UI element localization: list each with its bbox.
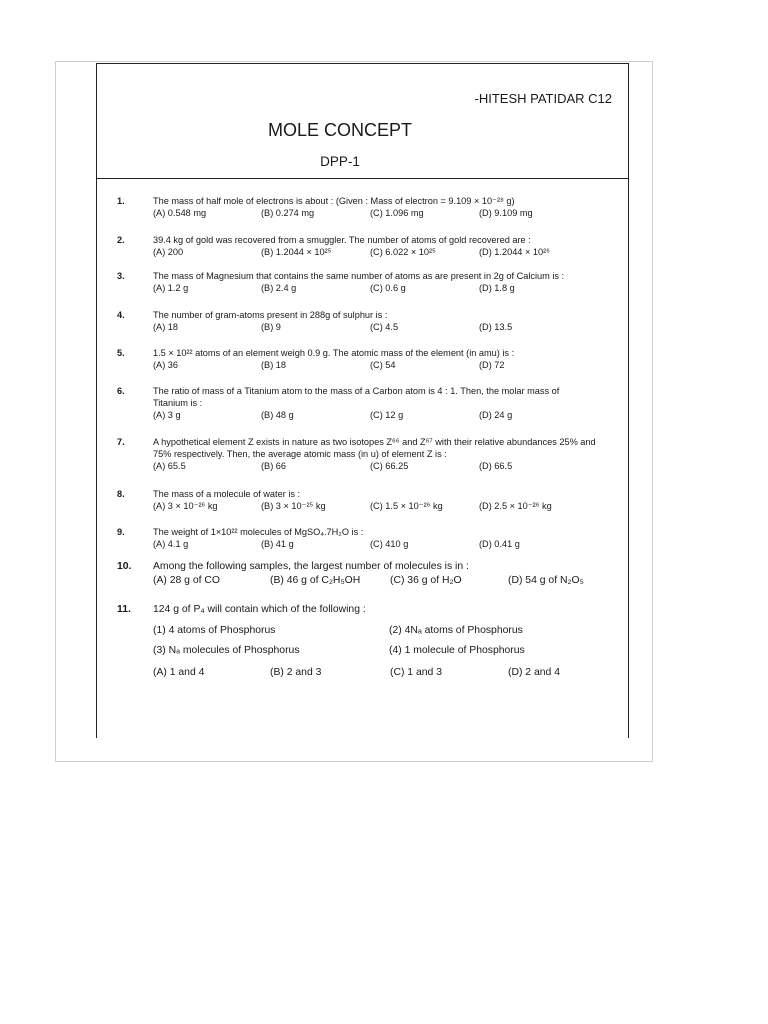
- option-d: (D) 72: [479, 360, 505, 370]
- option-c: (C) 1.5 × 10⁻²⁶ kg: [370, 501, 443, 511]
- header-divider: [96, 178, 629, 179]
- option-c: (C) 6.022 × 10²⁵: [370, 247, 436, 257]
- question-4: [117, 309, 627, 333]
- option-c: (C) 54: [370, 360, 396, 370]
- statement-2: (2) 4Nₐ atoms of Phosphorus: [389, 625, 523, 636]
- option-a: (A) 3 × 10⁻²⁶ kg: [153, 501, 218, 511]
- question-text: The mass of half mole of electrons is about : (Given : Mass of electron = 9.109 × 10⁻²⁸ g): [153, 196, 515, 206]
- question-2: [117, 234, 627, 258]
- option-d: (D) 1.8 g: [479, 283, 515, 293]
- question-text: The mass of a molecule of water is :: [153, 489, 301, 499]
- page-title: MOLE CONCEPT: [267, 120, 413, 140]
- option-a: (A) 28 g of CO: [153, 575, 220, 586]
- option-c: (C) 1.096 mg: [370, 208, 424, 218]
- option-a: (A) 4.1 g: [153, 539, 189, 549]
- question-number: 6.: [117, 386, 125, 396]
- question-number: 3.: [117, 271, 125, 281]
- question-10: [117, 560, 627, 588]
- option-c: (C) 0.6 g: [370, 283, 406, 293]
- question-text-continued: 75% respectively. Then, the average atomic mass (in u) of element Z is :: [153, 449, 447, 459]
- question-3: [117, 270, 627, 294]
- option-c: (C) 1 and 3: [390, 667, 442, 678]
- question-text: 124 g of P₄ will contain which of the following :: [153, 604, 366, 615]
- option-a: (A) 0.548 mg: [153, 208, 207, 218]
- option-d: (D) 13.5: [479, 322, 513, 332]
- page-subtitle: DPP-1: [320, 154, 360, 169]
- option-c: (C) 12 g: [370, 410, 404, 420]
- option-b: (B) 2 and 3: [270, 667, 322, 678]
- option-d: (D) 0.41 g: [479, 539, 520, 549]
- option-d: (D) 24 g: [479, 410, 513, 420]
- statement-4: (4) 1 molecule of Phosphorus: [389, 645, 525, 656]
- option-a: (A) 1 and 4: [153, 667, 205, 678]
- question-number: 9.: [117, 527, 125, 537]
- question-1: [117, 195, 627, 219]
- option-b: (B) 9: [261, 322, 281, 332]
- option-c: (C) 4.5: [370, 322, 399, 332]
- question-number: 5.: [117, 348, 125, 358]
- question-8: [117, 488, 627, 512]
- question-text: 39.4 kg of gold was recovered from a smuggler. The number of atoms of gold recovered are :: [153, 235, 531, 245]
- option-c: (C) 36 g of H₂O: [390, 575, 462, 586]
- question-6: [117, 385, 627, 421]
- option-a: (A) 36: [153, 360, 179, 370]
- statement-1: (1) 4 atoms of Phosphorus: [153, 625, 276, 636]
- question-text: The ratio of mass of a Titanium atom to the mass of a Carbon atom is 4 : 1. Then, the molar mass of: [153, 386, 560, 396]
- question-number: 1.: [117, 196, 125, 206]
- question-number: 11.: [117, 604, 131, 615]
- option-d: (D) 2 and 4: [508, 667, 560, 678]
- question-text: The number of gram-atoms present in 288g of sulphur is :: [153, 310, 388, 320]
- option-b: (B) 66: [261, 461, 287, 471]
- question-number: 7.: [117, 437, 125, 447]
- option-c: (C) 410 g: [370, 539, 409, 549]
- option-b: (B) 46 g of C₂H₅OH: [270, 575, 361, 586]
- option-d: (D) 1.2044 × 10²⁶: [479, 247, 550, 257]
- question-11: [117, 603, 627, 680]
- option-b: (B) 0.274 mg: [261, 208, 315, 218]
- option-d: (D) 54 g of N₂O₅: [508, 575, 584, 586]
- question-number: 2.: [117, 235, 125, 245]
- option-b: (B) 1.2044 × 10²⁵: [261, 247, 332, 257]
- option-a: (A) 18: [153, 322, 179, 332]
- author-line: -HITESH PATIDAR C12: [474, 91, 612, 106]
- option-a: (A) 3 g: [153, 410, 181, 420]
- option-d: (D) 66.5: [479, 461, 513, 471]
- option-c: (C) 66.25: [370, 461, 409, 471]
- option-a: (A) 65.5: [153, 461, 186, 471]
- question-text: The mass of Magnesium that contains the same number of atoms as are present in 2g of Calcium is :: [153, 271, 565, 281]
- option-b: (B) 3 × 10⁻²⁵ kg: [261, 501, 326, 511]
- question-7: [117, 436, 627, 472]
- question-text: A hypothetical element Z exists in nature as two isotopes Z⁶⁶ and Z⁶⁷ with their relative abundances 25% and: [153, 437, 596, 447]
- option-b: (B) 41 g: [261, 539, 294, 549]
- statement-3: (3) Nₐ molecules of Phosphorus: [153, 645, 300, 656]
- question-5: [117, 347, 627, 371]
- question-number: 10.: [117, 561, 132, 572]
- option-b: (B) 18: [261, 360, 287, 370]
- option-d: (D) 2.5 × 10⁻²⁶ kg: [479, 501, 552, 511]
- question-text-continued: Titanium is :: [153, 398, 203, 408]
- question-number: 8.: [117, 489, 125, 499]
- question-text: 1.5 × 10²² atoms of an element weigh 0.9 g. The atomic mass of the element (in amu) is :: [153, 348, 515, 358]
- option-a: (A) 200: [153, 247, 184, 257]
- option-d: (D) 9.109 mg: [479, 208, 533, 218]
- question-9: [117, 526, 627, 550]
- option-b: (B) 2.4 g: [261, 283, 297, 293]
- question-text: The weight of 1×10²² molecules of MgSO₄.7H₂O is :: [153, 527, 364, 537]
- option-b: (B) 48 g: [261, 410, 294, 420]
- option-a: (A) 1.2 g: [153, 283, 189, 293]
- question-text: Among the following samples, the largest number of molecules is in :: [153, 561, 469, 572]
- question-number: 4.: [117, 310, 125, 320]
